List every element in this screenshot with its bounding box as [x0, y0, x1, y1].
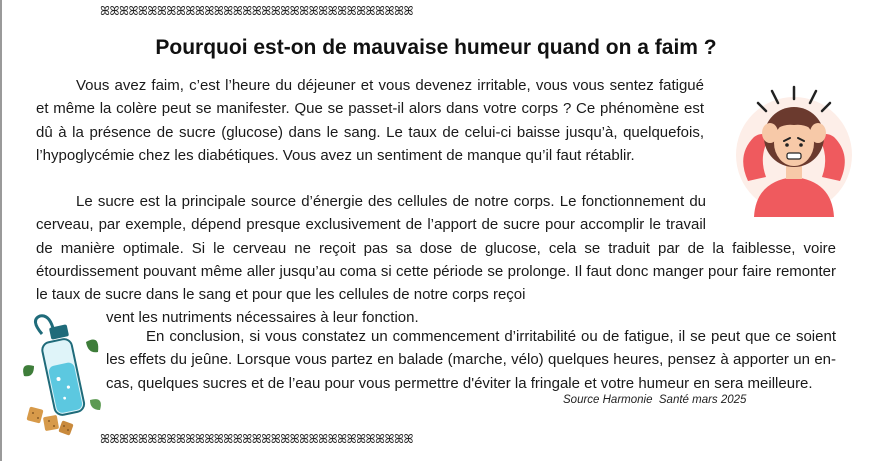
paragraph-1: Vous avez faim, c’est l’heure du déjeuner et vous devenez irritable, vous vous sentez fatigué et même la colère peut se manifester. Que se passet-il alors dans votre corps ? Ce phénomène est dû à la présence de sucre (glucose) dans le sang. Le taux de celui-ci baisse jusqu’à, quelquefois, l’hypoglycémie chez les diabétiques. Vous avez un sentiment de manque qu’il faut rétablir. — [36, 77, 704, 164]
bottom-ornament-border: ꕤꕤꕤꕤꕤꕤꕤꕤꕤꕤꕤꕤꕤꕤꕤꕤꕤꕤꕤꕤꕤꕤꕤꕤꕤꕤꕤꕤꕤꕤꕤꕤꕤ — [100, 432, 413, 446]
paragraph-2 — [36, 190, 836, 330]
top-ornament-border: ꕤꕤꕤꕤꕤꕤꕤꕤꕤꕤꕤꕤꕤꕤꕤꕤꕤꕤꕤꕤꕤꕤꕤꕤꕤꕤꕤꕤꕤꕤꕤꕤꕤ — [100, 4, 413, 18]
page-left-border — [0, 0, 2, 461]
illustration-wrap-space — [706, 190, 836, 234]
water-bottle-icon — [20, 312, 106, 440]
article-title: Pourquoi est-on de mauvaise humeur quand on a faim ? — [155, 36, 717, 59]
source-citation: Source Harmonie Santé mars 2025 — [563, 394, 747, 406]
paragraph-2-main: Le sucre est la principale source d’énergie des cellules de notre corps. Le fonctionnement du cerveau, par exemple, dépend presque exclusivement de l’apport de sucre pour accomplir le travail de manière optimale. Si le cerveau ne reçoit pas sa dose de glucose, cela se traduit par de la faiblesse, voire étourdissement pouvant même aller jusqu’au coma si cette période se prolonge. Il faut donc manger pour faire remonter le taux de sucre dans le sang et pour que les cellules de notre corps reçoi — [36, 193, 836, 304]
paragraph-3: En conclusion, si vous constatez un commencement d’irritabilité ou de fatigue, il se peut que ce soient les effets du jeûne. Lorsque vous partez en balade (marche, vélo) quelques heures, pensez à apporter un en-cas, quelques sucres et de l’eau pour vous permettre d'éviter la fringale et votre humeur en sera meilleure. — [106, 328, 836, 392]
paragraph-2-end: vent les nutriments nécessaires à leur fonction. — [106, 309, 419, 327]
